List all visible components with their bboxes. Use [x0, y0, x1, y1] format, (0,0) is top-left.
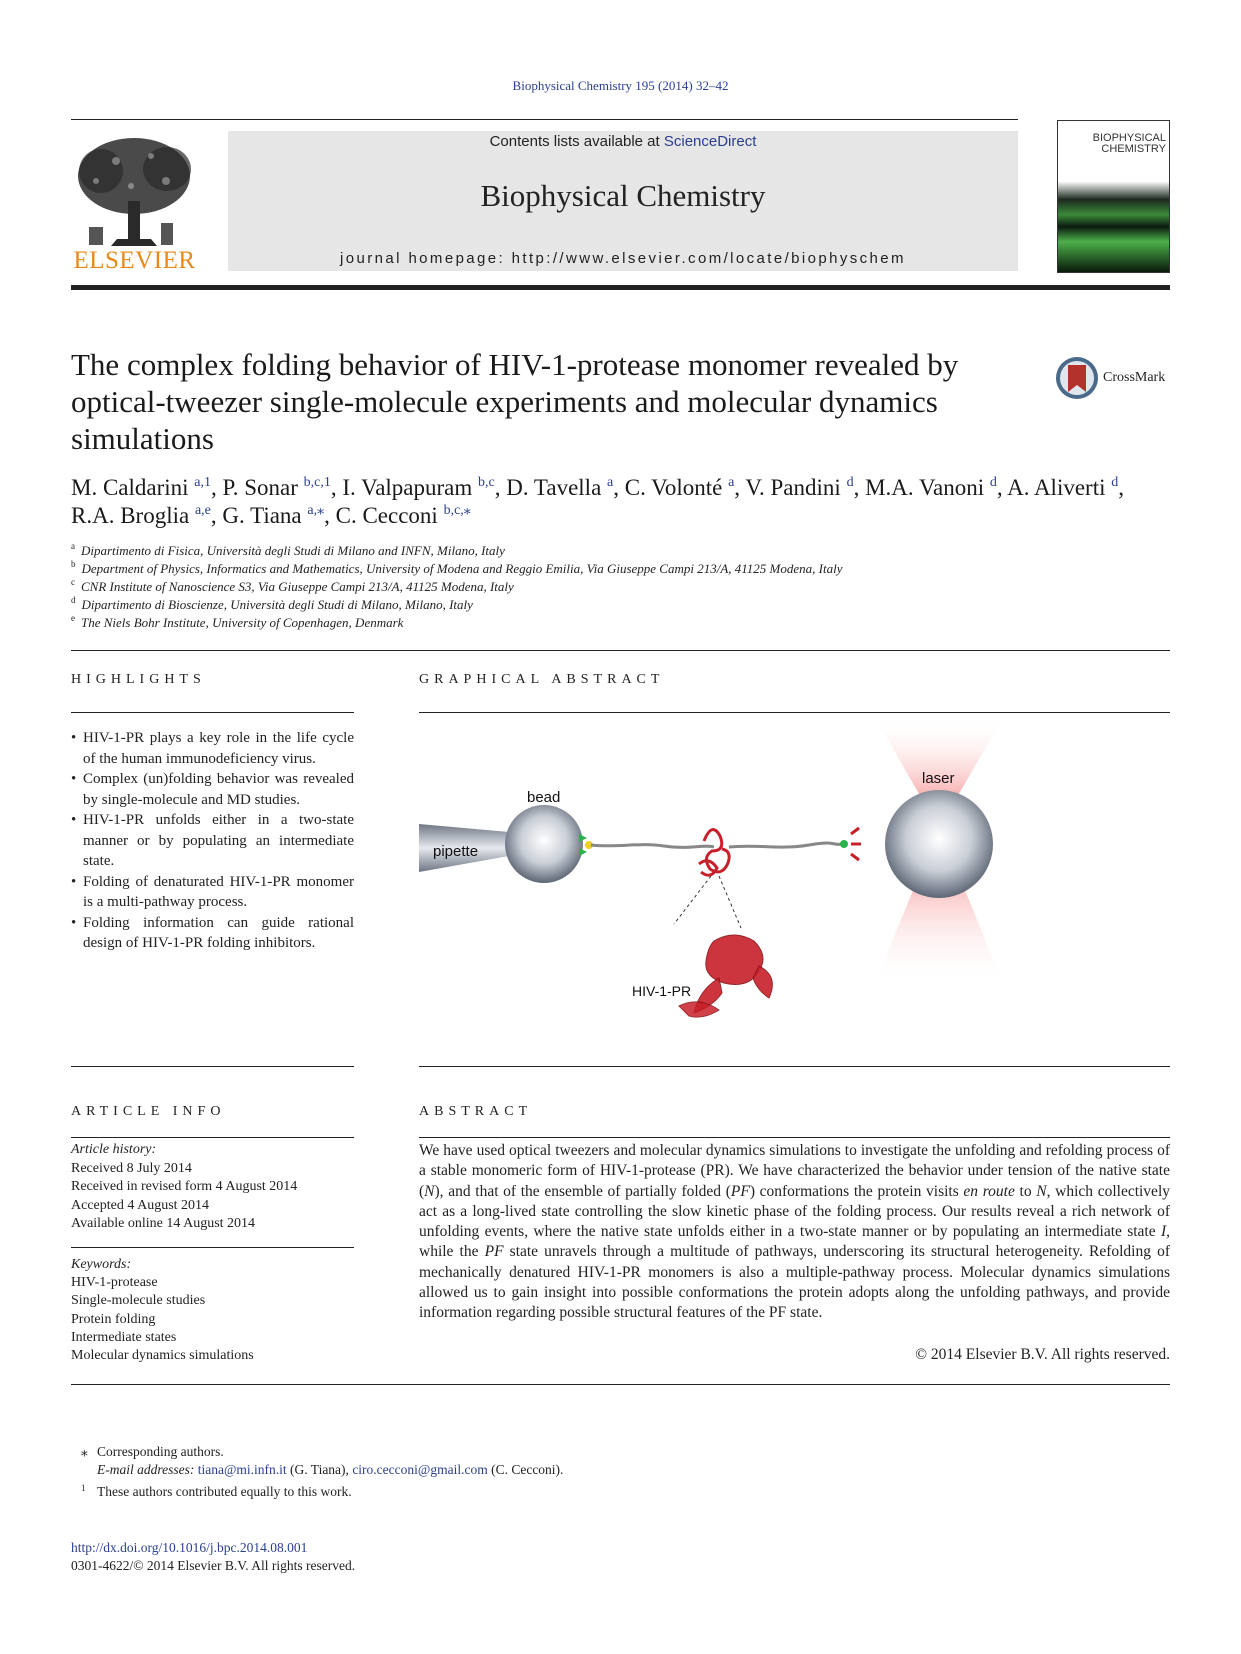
bead-label: bead: [527, 789, 561, 806]
author-name: A. Aliverti: [1007, 475, 1106, 500]
footnote-equal-text: These authors contributed equally to this work.: [97, 1484, 352, 1499]
author[interactable]: [71, 503, 211, 528]
online-date: Available online 14 August 2014: [71, 1216, 256, 1231]
antibody-marker: [579, 834, 587, 842]
author[interactable]: [745, 475, 853, 500]
contents-line: [228, 133, 1018, 150]
abstract-italic-n: N: [424, 1182, 435, 1200]
contents-prefix: Contents lists available at: [489, 133, 664, 150]
affiliation-text: Dipartimento di Bioscienze, Università degli Studi di Milano, Milano, Italy: [81, 597, 473, 612]
keywords-block: [71, 1256, 354, 1365]
author-name: I. Valpapuram: [342, 475, 473, 500]
highlights-rule: [71, 712, 354, 713]
abstract-heading: ABSTRACT: [419, 1104, 533, 1119]
affiliation: [71, 596, 1171, 614]
affiliation: [71, 614, 1171, 632]
affiliation-mark: d: [71, 595, 76, 605]
author[interactable]: [865, 475, 997, 500]
article-title: The complex folding behavior of HIV-1-protease monomer revealed by optical-tweezer single-molecule experiments and molecular dynamics simulations: [71, 347, 959, 456]
highlights-list: [71, 728, 354, 954]
author-affiliation-mark[interactable]: a,e: [194, 503, 211, 518]
dna-handle-right: [729, 843, 844, 847]
keywords-rule: [71, 1247, 354, 1248]
affiliation-mark: a: [71, 541, 75, 551]
author-affiliation-mark[interactable]: d: [1111, 475, 1119, 490]
affiliation-mark: b: [71, 559, 76, 569]
highlight-item: • Complex (un)folding behavior was revealed by single-molecule and MD studies.: [71, 769, 354, 810]
digoxigenin-marker: [840, 840, 848, 848]
highlights-heading: HIGHLIGHTS: [71, 672, 206, 687]
author-name: V. Pandini: [745, 475, 841, 500]
journal-name: Biophysical Chemistry: [480, 178, 766, 213]
abstract-copyright: © 2014 Elsevier B.V. All rights reserved.: [915, 1346, 1170, 1363]
protein-unfolded-structure: [699, 830, 729, 876]
author[interactable]: [222, 503, 324, 528]
affiliation: [71, 542, 1171, 560]
rule-below-graphical-abstract: [419, 1066, 1170, 1067]
author[interactable]: [1007, 475, 1118, 500]
bead-right: [885, 790, 993, 898]
journal-homepage[interactable]: journal homepage: http://www.elsevier.com/locate/biophyschem: [340, 250, 906, 267]
antibody-marker: [851, 828, 861, 860]
abstract-italic-en-route: en route: [963, 1182, 1015, 1200]
footnote-corresponding-text: Corresponding authors.: [97, 1444, 224, 1459]
email-link-cecconi[interactable]: ciro.cecconi@gmail.com: [352, 1462, 488, 1477]
footnote-corresponding: [81, 1443, 981, 1461]
author[interactable]: [625, 475, 735, 500]
author-name: M.A. Vanoni: [865, 475, 985, 500]
abstract-part: , which collectively act as a long-lived state controlling the slow kinetic phase of the folding process. Our results reveal a rich network of unfolding events, where the native state unfolds either in a two-state manner or by populating an intermediate state: [419, 1182, 1170, 1241]
issn-copyright: 0301-4622/© 2014 Elsevier B.V. All rights reserved.: [71, 1558, 356, 1573]
affiliation-mark: c: [71, 577, 75, 587]
highlight-item: • HIV-1-PR plays a key role in the life cycle of the human immunodeficiency virus.: [71, 728, 354, 769]
keyword: Single-molecule studies: [71, 1293, 206, 1309]
author-affiliation-mark[interactable]: b,c,⁎: [443, 503, 471, 518]
revised-date: Received in revised form 4 August 2014: [71, 1179, 298, 1194]
graphical-abstract-heading: GRAPHICAL ABSTRACT: [419, 672, 665, 687]
graphical-abstract-rule: [419, 712, 1170, 713]
abstract-part: ), and that of the ensemble of partially folded (: [434, 1182, 731, 1200]
author-list: M. Caldarini $^{a,1}$, P. Sonar $^{b,c,1}$, I. Valpapuram $^{b,c}$, D. Tavella $^a$, C. Volonté $^a$, V. Pandini $^d$, M.A. Vanoni $^d$, A. Aliverti $^d$, R.A. Broglia $^{a,e}$, G. Tiana $^{a,⁎}$, C. Cecconi $^{b,c,⁎}$: [71, 475, 1124, 528]
author-affiliation-mark[interactable]: a: [607, 475, 614, 490]
author-name: C. Cecconi: [335, 503, 438, 528]
affiliation-text: CNR Institute of Nanoscience S3, Via Giuseppe Campi 213/A, 41125 Modena, Italy: [81, 579, 514, 594]
article-info-rule: [71, 1137, 354, 1138]
author[interactable]: [336, 503, 471, 528]
highlight-item: • Folding of denaturated HIV-1-PR monomer is a multi-pathway process.: [71, 872, 354, 913]
bead-left: [505, 805, 583, 883]
abstract-italic-pf: PF: [730, 1182, 750, 1200]
highlight-item: • Folding information can guide rational design of HIV-1-PR folding inhibitors.: [71, 913, 354, 954]
footnote-equal-contribution: [81, 1479, 981, 1501]
email-label: E-mail addresses:: [97, 1462, 195, 1477]
cover-title-line2: CHEMISTRY: [1101, 143, 1166, 155]
author-name: D. Tavella: [506, 475, 602, 500]
doi-link[interactable]: http://dx.doi.org/10.1016/j.bpc.2014.08.001: [71, 1540, 308, 1555]
abstract-part: ) conformations the protein visits: [749, 1182, 964, 1200]
footnote-one: 1: [81, 1483, 86, 1493]
connector-dashed-left: [674, 876, 711, 924]
author-name: C. Volonté: [624, 475, 723, 500]
affiliation-mark: e: [71, 613, 75, 623]
affiliation-text: The Niels Bohr Institute, University of Copenhagen, Denmark: [81, 615, 404, 630]
abstract-part: state unravels through a multitude of pathways, underscoring its structural heterogeneity. Refolding of mechanically denatured HIV-1-PR monomers is also a multiple-pathway process. Molecular dynamics simulations allowed us to gain insight into possible conformations the protein adopts along the unfolding pathways, and provide information regarding possible structural features of the PF state.: [419, 1243, 1170, 1322]
sciencedirect-link[interactable]: ScienceDirect: [663, 133, 757, 150]
antibody-marker: [579, 848, 587, 856]
abstract-rule: [419, 1137, 1170, 1138]
abstract-part: We have used optical tweezers and molecular dynamics simulations to investigate the unfolding and refolding process of a stable monomeric form of HIV-1-protease (PR). We have characterized the behavior under tension of the native state (: [419, 1142, 1170, 1200]
author-name: R.A. Broglia: [71, 503, 190, 528]
abstract-italic-n: N: [1036, 1182, 1047, 1200]
cover-title-line1: BIOPHYSICAL: [1092, 132, 1166, 144]
article-history: [71, 1141, 354, 1234]
author-affiliation-mark[interactable]: a,⁎: [307, 503, 325, 518]
header-top-rule: [71, 119, 1018, 120]
footnotes: [81, 1443, 981, 1501]
author-affiliation-mark[interactable]: b,c,1: [303, 475, 331, 490]
journal-citation[interactable]: Biophysical Chemistry 195 (2014) 32–42: [512, 78, 729, 93]
header-bottom-rule: [71, 285, 1170, 290]
rule-above-highlights: [71, 650, 1170, 651]
email-who-cecconi: (C. Cecconi).: [487, 1462, 564, 1477]
keyword: Molecular dynamics simulations: [71, 1348, 254, 1364]
journal-cover-title: [1069, 133, 1169, 155]
author-name: M. Caldarini: [71, 475, 189, 500]
email-who-tiana: (G. Tiana),: [286, 1462, 353, 1477]
email-link-tiana[interactable]: tiana@mi.infn.it: [197, 1462, 287, 1477]
keyword: HIV-1-protease: [71, 1275, 158, 1291]
affiliation: [71, 560, 1171, 578]
author-affiliation-mark[interactable]: d: [846, 475, 854, 490]
article-history-label: Article history:: [71, 1142, 157, 1157]
footnote-emails: [81, 1461, 981, 1479]
dna-handle-left: [591, 845, 714, 848]
abstract-part: , while the: [419, 1223, 1170, 1261]
highlight-item: • HIV-1-PR unfolds either in a two-state manner or by populating an intermediate state.: [71, 810, 354, 872]
author[interactable]: [223, 475, 331, 500]
author-name: P. Sonar: [222, 475, 298, 500]
article-info-heading: ARTICLE INFO: [71, 1104, 226, 1119]
rule-below-highlights: [71, 1066, 354, 1067]
affiliation-text: Dipartimento di Fisica, Università degli Studi di Milano and INFN, Milano, Italy: [81, 543, 505, 558]
author-name: G. Tiana: [222, 503, 302, 528]
abstract-italic-pf: PF: [484, 1243, 504, 1261]
affiliation: [71, 578, 1171, 596]
graphical-abstract-figure[interactable]: [419, 716, 1170, 1046]
protein-folded-structure: [679, 935, 772, 1017]
author-affiliation-mark[interactable]: a,1: [194, 475, 212, 490]
author-affiliation-mark[interactable]: a: [728, 475, 735, 490]
crossmark-icon[interactable]: [1055, 356, 1099, 400]
author[interactable]: [342, 475, 494, 500]
received-date: Received 8 July 2014: [71, 1160, 192, 1176]
affiliations: [71, 542, 1171, 632]
connector-dashed-right: [719, 876, 741, 928]
author-affiliation-mark[interactable]: b,c: [478, 475, 495, 490]
keyword: Intermediate states: [71, 1329, 177, 1345]
keyword: Protein folding: [71, 1311, 156, 1327]
abstract-part: to: [1014, 1182, 1037, 1200]
accepted-date: Accepted 4 August 2014: [71, 1197, 210, 1213]
crossmark-label[interactable]: CrossMark: [1103, 370, 1166, 385]
abstract-italic-i: I: [1160, 1223, 1167, 1241]
pipette-label: pipette: [433, 843, 479, 860]
affiliation-text: Department of Physics, Informatics and Mathematics, University of Modena and Reggio Emilia, Via Giuseppe Campi 213/A, 41125 Modena, Italy: [81, 561, 843, 576]
keywords-label: Keywords:: [71, 1257, 132, 1272]
protein-label: HIV-1-PR: [632, 983, 692, 999]
abstract-text: [419, 1141, 1170, 1324]
laser-label: laser: [922, 770, 955, 787]
author[interactable]: [506, 475, 613, 500]
author-affiliation-mark[interactable]: d: [989, 475, 997, 490]
elsevier-wordmark: ELSEVIER: [73, 247, 196, 274]
rule-below-abstract: [71, 1384, 1170, 1385]
author[interactable]: [71, 475, 211, 500]
footnote-star: ⁎: [81, 1444, 88, 1459]
